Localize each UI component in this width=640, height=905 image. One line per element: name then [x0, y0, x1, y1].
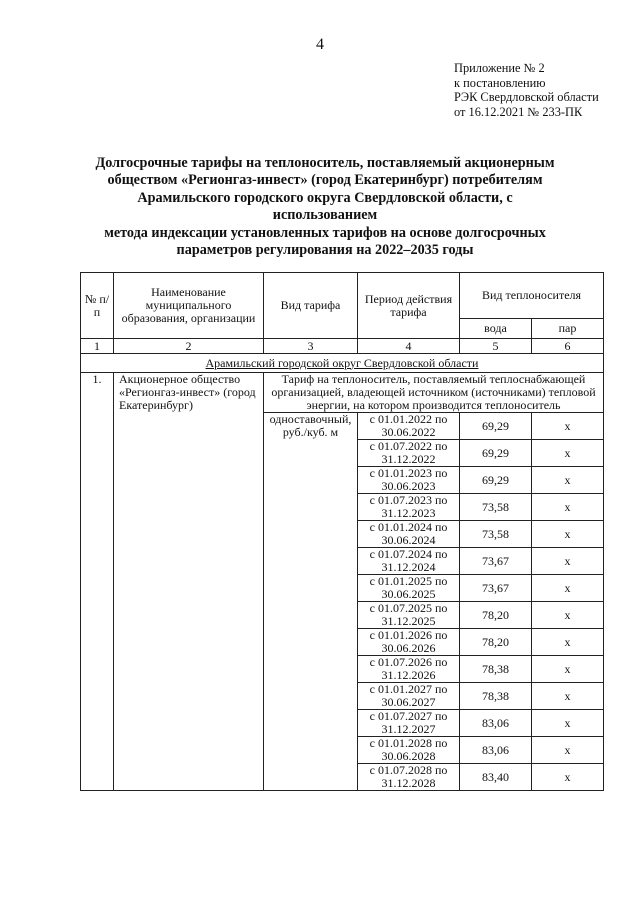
steam-tariff: x: [532, 548, 604, 575]
water-tariff: 78,38: [460, 656, 532, 683]
steam-tariff: x: [532, 413, 604, 440]
water-tariff: 73,67: [460, 548, 532, 575]
header-carrier: Вид теплоносителя: [460, 273, 604, 319]
period-from: с 01.07.2028 по: [369, 763, 448, 777]
water-tariff: 69,29: [460, 413, 532, 440]
steam-tariff: x: [532, 575, 604, 602]
period-cell: [358, 629, 460, 656]
period-cell: [358, 467, 460, 494]
steam-tariff: x: [532, 440, 604, 467]
column-number: 4: [358, 339, 460, 354]
period-cell: [358, 575, 460, 602]
water-tariff: 78,20: [460, 602, 532, 629]
region-name: Арамильский городской округ Свердловской области: [81, 354, 604, 373]
period-to: 30.06.2026: [381, 641, 436, 655]
steam-tariff: x: [532, 602, 604, 629]
steam-tariff: x: [532, 737, 604, 764]
tariff-kind: одноставочный, руб./куб. м: [264, 413, 358, 791]
period-to: 31.12.2022: [381, 452, 436, 466]
water-tariff: 73,67: [460, 575, 532, 602]
period-cell: [358, 602, 460, 629]
period-from: с 01.07.2024 по: [369, 547, 448, 561]
title-line: параметров регулирования на 2022–2035 годы: [176, 242, 474, 259]
period-cell: [358, 494, 460, 521]
period-to: 30.06.2027: [381, 695, 436, 709]
column-number: 2: [114, 339, 264, 354]
period-to: 30.06.2022: [381, 425, 436, 439]
header-row: [81, 273, 604, 319]
water-tariff: 69,29: [460, 440, 532, 467]
period-from: с 01.01.2028 по: [369, 736, 448, 750]
period-to: 31.12.2023: [381, 506, 436, 520]
period-to: 30.06.2024: [381, 533, 436, 547]
period-to: 30.06.2028: [381, 749, 436, 763]
organization-text: Акционерное общество «Регионгаз-инвест» (город Екатеринбург): [119, 372, 256, 412]
period-cell: [358, 710, 460, 737]
appendix-line: от 16.12.2021 № 233-ПК: [454, 104, 583, 119]
period-from: с 01.07.2027 по: [369, 709, 448, 723]
water-tariff: 78,38: [460, 683, 532, 710]
steam-tariff: x: [532, 521, 604, 548]
period-to: 31.12.2024: [381, 560, 436, 574]
period-from: с 01.01.2027 по: [369, 682, 448, 696]
column-number: 1: [81, 339, 114, 354]
water-tariff: 73,58: [460, 521, 532, 548]
period-from: с 01.01.2026 по: [369, 628, 448, 642]
period-to: 30.06.2023: [381, 479, 436, 493]
period-cell: [358, 683, 460, 710]
period-to: 30.06.2025: [381, 587, 436, 601]
column-number-row: [81, 339, 604, 354]
steam-tariff: x: [532, 710, 604, 737]
period-from: с 01.07.2025 по: [369, 601, 448, 615]
column-number: 6: [532, 339, 604, 354]
steam-tariff: x: [532, 467, 604, 494]
header-name: Наименование муниципального образования, организации: [114, 273, 264, 339]
water-tariff: 69,29: [460, 467, 532, 494]
steam-tariff: x: [532, 656, 604, 683]
period-from: с 01.07.2026 по: [369, 655, 448, 669]
column-number: 5: [460, 339, 532, 354]
appendix-line: к постановлению: [454, 75, 546, 90]
water-tariff: 83,06: [460, 710, 532, 737]
period-cell: [358, 413, 460, 440]
period-from: с 01.01.2025 по: [369, 574, 448, 588]
period-to: 31.12.2027: [381, 722, 436, 736]
header-steam: пар: [532, 319, 604, 339]
period-cell: [358, 737, 460, 764]
region-row: [81, 354, 604, 373]
appendix-line: РЭК Свердловской области: [454, 90, 599, 105]
period-from: с 01.07.2023 по: [369, 493, 448, 507]
period-from: с 01.01.2024 по: [369, 520, 448, 534]
row-number: 1.: [81, 373, 114, 791]
period-to: 31.12.2028: [381, 776, 436, 790]
period-cell: [358, 548, 460, 575]
title-line: Долгосрочные тарифы на теплоноситель, поставляемый акционерным: [95, 155, 555, 171]
document-title: [90, 155, 560, 259]
period-cell: [358, 656, 460, 683]
period-from: с 01.01.2023 по: [369, 466, 448, 480]
period-from: с 01.07.2022 по: [369, 439, 448, 453]
header-num: № п/п: [81, 273, 114, 339]
water-tariff: 83,40: [460, 764, 532, 791]
steam-tariff: x: [532, 629, 604, 656]
header-water: вода: [460, 319, 532, 339]
period-cell: [358, 521, 460, 548]
tariff-table: [80, 272, 604, 791]
period-cell: [358, 440, 460, 467]
steam-tariff: x: [532, 494, 604, 521]
column-number: 3: [264, 339, 358, 354]
period-cell: [358, 764, 460, 791]
page-number: 4: [316, 36, 324, 53]
water-tariff: 83,06: [460, 737, 532, 764]
appendix-note: [454, 61, 599, 119]
period-to: 31.12.2025: [381, 614, 436, 628]
appendix-line: Приложение № 2: [454, 61, 545, 75]
water-tariff: 78,20: [460, 629, 532, 656]
steam-tariff: x: [532, 683, 604, 710]
title-line: обществом «Регионгаз-инвест» (город Екатеринбург) потребителям: [107, 172, 543, 189]
header-period: Период действия тарифа: [358, 273, 460, 339]
period-to: 31.12.2026: [381, 668, 436, 682]
tariff-description: Тариф на теплоноситель, поставляемый теплоснабжающей организацией, владеющей источником (источниками) тепловой энергии, на котором производится теплоноситель: [264, 373, 604, 413]
water-tariff: 73,58: [460, 494, 532, 521]
title-line: метода индексации установленных тарифов на основе долгосрочных: [104, 224, 546, 241]
steam-tariff: x: [532, 764, 604, 791]
organization-row: [81, 373, 604, 413]
header-tariff-type: Вид тарифа: [264, 273, 358, 339]
period-from: с 01.01.2022 по: [369, 412, 448, 426]
organization-name: [114, 373, 264, 791]
title-line: Арамильского городского округа Свердловской области, с использованием: [137, 189, 513, 224]
